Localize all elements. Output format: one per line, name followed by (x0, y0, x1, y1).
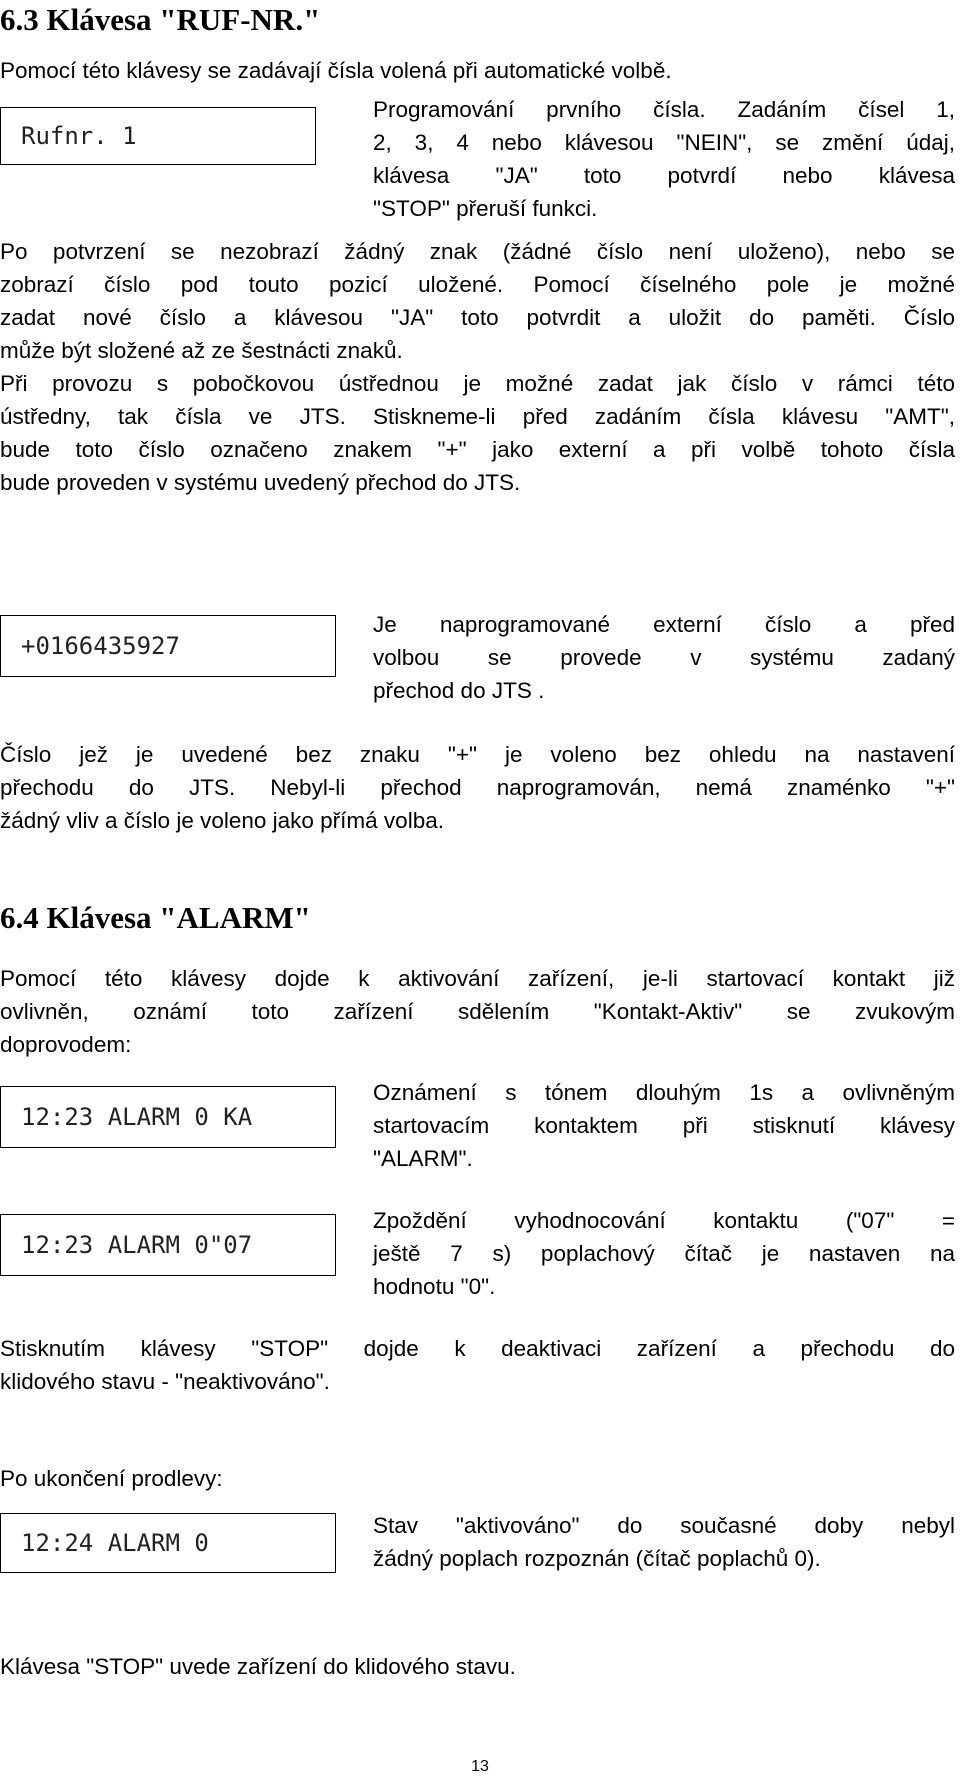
paragraph-stop-deactivate (0, 1332, 955, 1398)
display-rufnr: Rufnr. 1 (0, 107, 316, 165)
desc-line: "ALARM". (373, 1146, 473, 1171)
text-line: zobrazí číslo pod touto pozicí uložené. Pomocí číselného pole je možné (0, 272, 955, 297)
text-line: žádný vliv a číslo je voleno jako přímá volba. (0, 808, 444, 833)
display-alarm-delay: 12:23 ALARM 0"07 (0, 1214, 336, 1276)
desc-line: hodnotu "0". (373, 1274, 496, 1299)
desc-line: Programování prvního čísla. Zadáním čísel 1, (373, 97, 955, 122)
desc-line: klávesa "JA" toto potvrdí nebo klávesa (373, 163, 955, 188)
text-line: doprovodem: (0, 1032, 132, 1057)
text-line: může být složené až ze šestnácti znaků. (0, 338, 403, 363)
display-external-number-description (373, 608, 955, 707)
paragraph-pbx (0, 367, 955, 499)
display-external-number: +0166435927 (0, 615, 336, 677)
display-alarm-ka-description (373, 1076, 955, 1175)
paragraph-without-plus (0, 738, 955, 837)
intro-6-4 (0, 962, 955, 1061)
paragraph-stop-idle: Klávesa "STOP" uvede zařízení do klidového stavu. (0, 1654, 516, 1679)
text-line: Po potvrzení se nezobrazí žádný znak (žádné číslo není uloženo), nebo se (0, 239, 955, 264)
display-alarm-idle: 12:24 ALARM 0 (0, 1513, 336, 1573)
display-rufnr-description (373, 93, 955, 225)
page-number: 13 (471, 1758, 489, 1775)
text-line: Při provozu s pobočkovou ústřednou je možné zadat jak číslo v rámci této (0, 371, 955, 396)
text-line: ústředny, tak čísla ve JTS. Stiskneme-li před zadáním čísla klávesu "AMT", (0, 404, 955, 429)
desc-line: Je naprogramované externí číslo a před (373, 612, 955, 637)
text-line: ovlivněn, oznámí toto zařízení sdělením "Kontakt-Aktiv" se zvukovým (0, 999, 955, 1024)
desc-line: volbou se provede v systému zadaný (373, 645, 955, 670)
intro-6-3: Pomocí této klávesy se zadávají čísla volená při automatické volbě. (0, 58, 672, 83)
text-line: klidového stavu - "neaktivováno". (0, 1369, 330, 1394)
text-line: bude proveden v systému uvedený přechod do JTS. (0, 470, 521, 495)
text-line: zadat nové číslo a klávesou "JA" toto potvrdit a uložit do paměti. Číslo (0, 305, 955, 330)
heading-6-3: 6.3 Klávesa "RUF-NR." (0, 2, 321, 37)
display-alarm-idle-description (373, 1509, 955, 1575)
text-line: Pomocí této klávesy dojde k aktivování zařízení, je-li startovací kontakt již (0, 966, 955, 991)
text-line: Číslo jež je uvedené bez znaku "+" je voleno bez ohledu na nastavení (0, 742, 955, 767)
text-line: přechodu do JTS. Nebyl-li přechod naprogramován, nemá znaménko "+" (0, 775, 955, 800)
heading-6-4: 6.4 Klávesa "ALARM" (0, 900, 311, 935)
desc-line: 2, 3, 4 nebo klávesou "NEIN", se změní údaj, (373, 130, 955, 155)
display-alarm-delay-description (373, 1204, 955, 1303)
text-line: bude toto číslo označeno znakem "+" jako externí a při volbě tohoto čísla (0, 437, 955, 462)
desc-line: přechod do JTS . (373, 678, 545, 703)
desc-line: žádný poplach rozpoznán (čítač poplachů 0). (373, 1546, 821, 1571)
desc-line: "STOP" přeruší funkci. (373, 196, 598, 221)
desc-line: startovacím kontaktem při stisknutí klávesy (373, 1113, 955, 1138)
desc-line: ještě 7 s) poplachový čítač je nastaven na (373, 1241, 955, 1266)
desc-line: Stav "aktivováno" do současné doby nebyl (373, 1513, 955, 1538)
desc-line: Zpoždění vyhodnocování kontaktu ("07" = (373, 1208, 955, 1233)
after-delay-label: Po ukončení prodlevy: (0, 1466, 223, 1491)
display-alarm-ka: 12:23 ALARM 0 KA (0, 1086, 336, 1148)
paragraph-confirm (0, 235, 955, 367)
text-line: Stisknutím klávesy "STOP" dojde k deaktivaci zařízení a přechodu do (0, 1336, 955, 1361)
desc-line: Oznámení s tónem dlouhým 1s a ovlivněným (373, 1080, 955, 1105)
